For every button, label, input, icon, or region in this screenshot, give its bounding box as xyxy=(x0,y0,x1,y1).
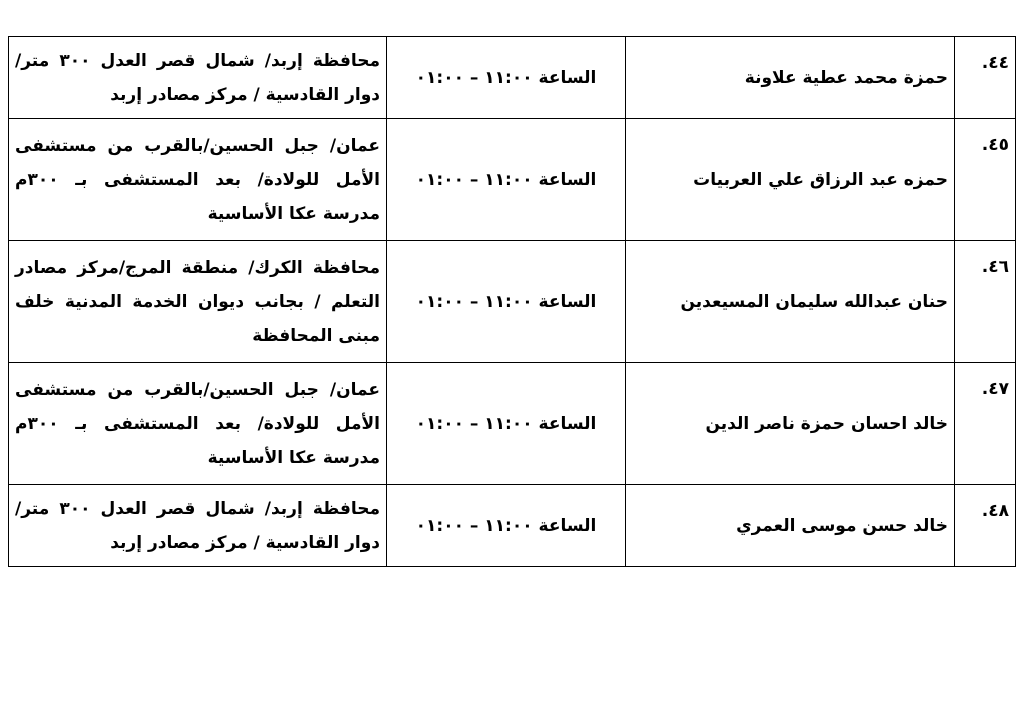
table-row xyxy=(9,363,1016,485)
person-name: حمزة محمد عطية علاونة xyxy=(626,37,955,119)
person-name: خالد حسن موسى العمري xyxy=(626,485,955,567)
person-name: خالد احسان حمزة ناصر الدين xyxy=(626,363,955,485)
exam-location: محافظة إربد/ شمال قصر العدل ٣٠٠ متر/ دوار القادسية / مركز مصادر إربد xyxy=(9,485,387,567)
row-number: ٤٥. xyxy=(955,119,1016,241)
time-slot: الساعة ١١:٠٠ – ٠١:٠٠ xyxy=(387,241,626,363)
table-row xyxy=(9,241,1016,363)
time-slot: الساعة ١١:٠٠ – ٠١:٠٠ xyxy=(387,363,626,485)
time-slot: الساعة ١١:٠٠ – ٠١:٠٠ xyxy=(387,485,626,567)
row-number: ٤٧. xyxy=(955,363,1016,485)
exam-location: محافظة إربد/ شمال قصر العدل ٣٠٠ متر/ دوار القادسية / مركز مصادر إربد xyxy=(9,37,387,119)
row-number: ٤٦. xyxy=(955,241,1016,363)
person-name: حنان عبدالله سليمان المسيعدين xyxy=(626,241,955,363)
table-row xyxy=(9,485,1016,567)
exam-location: محافظة الكرك/ منطقة المرج/مركز مصادر التعلم / بجانب ديوان الخدمة المدنية خلف مبنى المحافظة xyxy=(9,241,387,363)
row-number: ٤٨. xyxy=(955,485,1016,567)
time-slot: الساعة ١١:٠٠ – ٠١:٠٠ xyxy=(387,119,626,241)
exam-location: عمان/ جبل الحسين/بالقرب من مستشفى الأمل للولادة/ بعد المستشفى بـ ٣٠٠م مدرسة عكا الأساسية xyxy=(9,363,387,485)
schedule-table xyxy=(8,36,1016,567)
person-name: حمزه عبد الرزاق علي العربيات xyxy=(626,119,955,241)
table-row xyxy=(9,37,1016,119)
row-number: ٤٤. xyxy=(955,37,1016,119)
table-row xyxy=(9,119,1016,241)
exam-location: عمان/ جبل الحسين/بالقرب من مستشفى الأمل للولادة/ بعد المستشفى بـ ٣٠٠م مدرسة عكا الأساسية xyxy=(9,119,387,241)
time-slot: الساعة ١١:٠٠ – ٠١:٠٠ xyxy=(387,37,626,119)
